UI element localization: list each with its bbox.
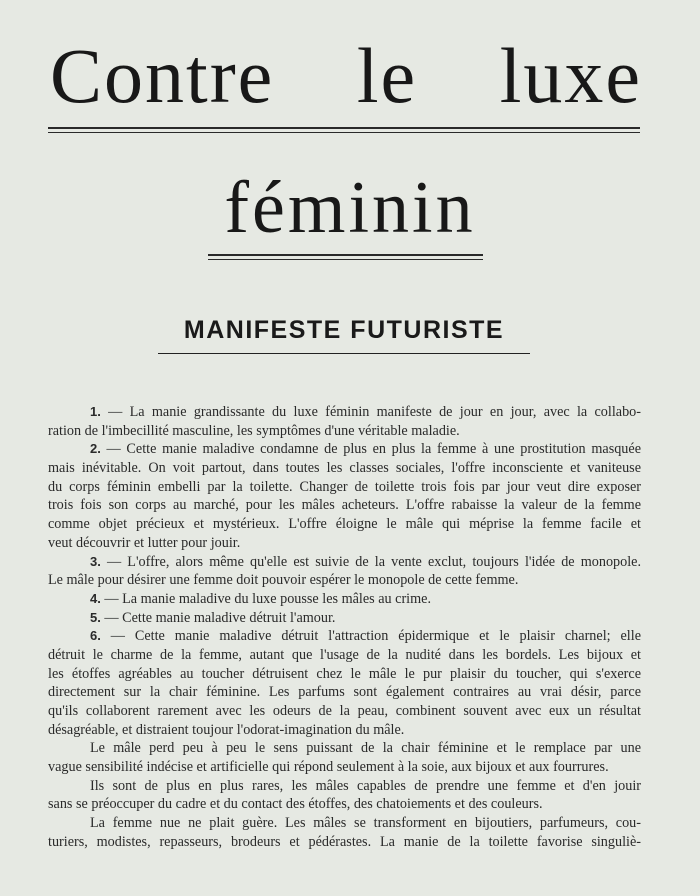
text-line: [48, 721, 641, 740]
text-line: [48, 777, 641, 796]
line-text: détruit le charme de la femme, autant que l'usage de la nudité dans les bordels. Les bijoux et: [48, 646, 641, 663]
line-text: du corps féminin embelli par la toilette. Changer de toilette trois fois par jour veut dire exposer: [48, 478, 641, 495]
subtitle: MANIFESTE FUTURISTE: [183, 316, 505, 344]
text-line: [48, 440, 641, 459]
title-rule-bottom: [208, 254, 483, 260]
line-text: directement sur la chair féminine. Les parfums sont également contraires au vrai désir, parce: [48, 684, 641, 701]
line-text: Ils sont de plus en plus rares, les mâles capables de prendre une femme et d'en jouir: [90, 777, 641, 794]
line-text: — Cette manie maladive détruit l'attraction épidermique et le plaisir charnel; elle: [110, 628, 641, 645]
line-text: — L'offre, alors même qu'elle est suivie de la vente exclut, toujours l'idée de monopole.: [106, 553, 641, 570]
paragraph: [48, 609, 641, 628]
paragraph: [48, 553, 641, 590]
text-line: [48, 496, 641, 515]
text-line: [48, 459, 641, 478]
text-line: [48, 515, 641, 534]
text-line: [48, 422, 641, 441]
line-text: Le mâle perd peu à peu le sens puissant de la chair féminine et le remplace par une: [90, 740, 641, 757]
line-text: veut découvrir et lutter pour jouir.: [48, 534, 241, 551]
line-text: les étoffes agréables au toucher détruisent chez le mâle le pur plaisir du toucher, qui s'exerce: [48, 665, 641, 682]
text-line: [48, 534, 641, 553]
line-text: comme objet précieux et mystérieux. L'offre éloigne le mâle qui méprise la femme facile et: [48, 516, 641, 533]
title-rule-top: [48, 127, 640, 133]
line-text: désagréable, et distraient toujour l'odorat-imagination du mâle.: [48, 721, 405, 738]
text-line: [48, 758, 641, 777]
text-line: [48, 590, 641, 609]
text-line: [48, 571, 641, 590]
line-text: — Cette manie maladive condamne de plus en plus la femme à une prostitution masquée: [106, 441, 641, 458]
paragraph: [48, 440, 641, 552]
paragraph: [48, 814, 641, 851]
text-line: [48, 609, 641, 628]
paragraph: [48, 627, 641, 739]
paragraph-number: 4.: [90, 590, 101, 606]
line-text: qu'ils collaborent rarement avec les odeurs de la peau, combinent souvent avec eux un résultat: [48, 703, 641, 719]
text-line: [48, 739, 641, 758]
text-line: [48, 665, 641, 684]
paragraph: [48, 739, 641, 776]
line-text: sans se préoccuper du cadre et du contact des étoffes, des chatoiements et des couleurs.: [48, 796, 543, 813]
manifesto-body: [48, 403, 641, 852]
line-text: — La manie grandissante du luxe féminin manifeste de jour en jour, avec la collabo-: [108, 404, 641, 420]
line-text: mais inévitable. On voit partout, dans toutes les classes sociales, l'offre inconsciente et vaniteuse: [48, 460, 641, 477]
line-text: Le mâle pour désirer une femme doit pouvoir espérer le monopole de cette femme.: [48, 572, 519, 589]
line-text: turiers, modistes, repasseurs, brodeurs et pédérastes. La manie de la toilette favorise singuliè-: [48, 833, 641, 850]
text-line: [48, 403, 641, 422]
text-line: [48, 702, 641, 721]
text-line: [48, 683, 641, 702]
text-line: [48, 795, 641, 814]
title-line-2: féminin: [224, 167, 476, 249]
paragraph-number: 1.: [90, 404, 101, 419]
line-text: — La manie maladive du luxe pousse les mâles au crime.: [104, 590, 431, 607]
text-line: [48, 627, 641, 646]
text-line: [48, 833, 641, 852]
line-text: vague sensibilité indécise et artificielle qui répond seulement à la soie, aux bijoux et aux fourrures.: [48, 759, 609, 776]
line-text: — Cette manie maladive détruit l'amour.: [104, 609, 336, 626]
subtitle-underline: [158, 353, 530, 354]
paragraph: [48, 590, 641, 609]
paragraph-number: 5.: [90, 609, 101, 625]
paragraph-number: 3.: [90, 553, 101, 569]
paragraph-number: 6.: [90, 628, 101, 644]
text-line: [48, 478, 641, 497]
title-line-1: Contre le luxe: [50, 32, 642, 119]
paragraph: [48, 777, 641, 814]
line-text: La femme nue ne plait guère. Les mâles se transforment en bijoutiers, parfumeurs, cou-: [90, 815, 641, 832]
text-line: [48, 553, 641, 572]
text-line: [48, 646, 641, 665]
text-line: [48, 814, 641, 833]
paragraph: [48, 403, 641, 440]
paragraph-number: 2.: [90, 441, 101, 457]
line-text: trois fois son corps au marché, pour les mâles acheteurs. L'offre rabaisse la valeur de la femme: [48, 497, 641, 514]
line-text: ration de l'imbecillité masculine, les symptômes d'une véritable maladie.: [48, 422, 460, 439]
